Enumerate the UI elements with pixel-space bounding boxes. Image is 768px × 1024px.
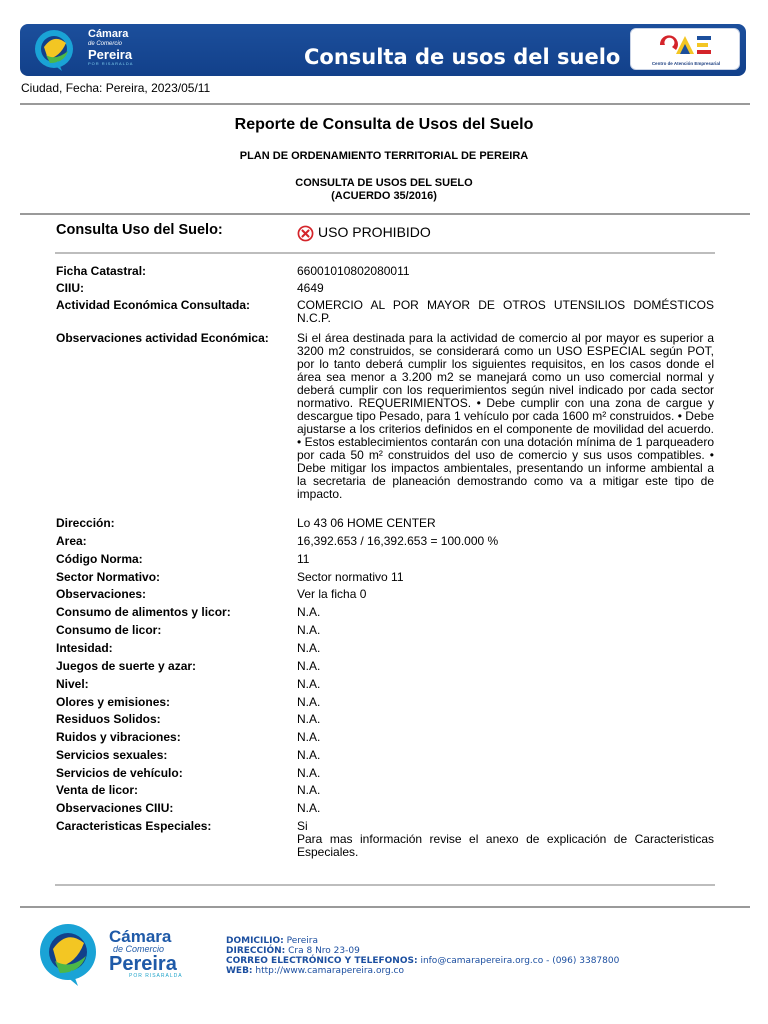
page-title: Consulta de usos del suelo xyxy=(304,45,621,69)
prohibited-icon xyxy=(297,225,314,242)
caracteristicas-value xyxy=(297,820,714,859)
sexuales-label: Servicios sexuales: xyxy=(56,748,168,762)
area-value: 16,392.653 / 16,392.653 = 100.000 % xyxy=(297,534,499,548)
footer-direccion xyxy=(226,946,619,956)
juegos-label: Juegos de suerte y azar: xyxy=(56,659,197,673)
nivel-label: Nivel: xyxy=(56,677,89,691)
report-plan: PLAN DE ORDENAMIENTO TERRITORIAL DE PEREIRA xyxy=(239,150,529,162)
divider-middle xyxy=(20,213,750,215)
camara-footer-logo-icon xyxy=(34,920,106,986)
brand-risaralda: POR RISARALDA xyxy=(88,61,134,66)
ruidos-value: N.A. xyxy=(297,730,321,744)
report-consulta xyxy=(0,177,768,203)
residuos-label: Residuos Solidos: xyxy=(56,712,161,726)
intesidad-value: N.A. xyxy=(297,641,321,655)
intesidad-label: Intesidad: xyxy=(56,641,113,655)
footer-brand-de-comercio: de Comercio xyxy=(113,944,165,954)
codigo-norma-value: 11 xyxy=(297,552,310,566)
licor-label: Consumo de licor: xyxy=(56,623,162,637)
divider-bottom xyxy=(55,884,715,886)
area-label: Area: xyxy=(56,534,87,548)
footer-brand-camara: Cámara xyxy=(109,927,172,946)
domicilio-label: DOMICILIO: xyxy=(226,936,284,946)
sector-value: Sector normativo 11 xyxy=(297,570,404,584)
domicilio-value: Pereira xyxy=(286,936,318,946)
consulta-line2: (ACUERDO 35/2016) xyxy=(331,190,437,202)
olores-value: N.A. xyxy=(297,695,321,709)
web-label: WEB: xyxy=(226,966,253,976)
ficha-label: Ficha Catastral: xyxy=(56,264,147,278)
footer-domicilio xyxy=(226,936,619,946)
footer-brand-risaralda: POR RISARALDA xyxy=(129,973,183,979)
nivel-value: N.A. xyxy=(297,677,321,691)
cae-logo-icon xyxy=(658,34,714,56)
licor-value: N.A. xyxy=(297,623,321,637)
footer-direccion-label: DIRECCIÓN: xyxy=(226,946,286,956)
direccion-value: Lo 43 06 HOME CENTER xyxy=(297,516,436,530)
brand-pereira: Pereira xyxy=(88,47,133,62)
footer-direccion-value: Cra 8 Nro 23-09 xyxy=(288,946,360,956)
header-banner xyxy=(20,24,746,76)
footer-brand-pereira: Pereira xyxy=(109,953,177,975)
actividad-value: COMERCIO AL POR MAYOR DE OTROS UTENSILIOS DOMÉSTICOS N.C.P. xyxy=(297,298,714,325)
footer-brand xyxy=(109,928,183,979)
codigo-norma-label: Código Norma: xyxy=(56,552,143,566)
direccion-label: Dirección: xyxy=(56,516,115,530)
ciiu-value: 4649 xyxy=(297,281,324,295)
result-value: USO PROHIBIDO xyxy=(318,224,431,240)
vehiculo-label: Servicios de vehículo: xyxy=(56,766,183,780)
web-link[interactable]: http://www.camarapereira.org.co xyxy=(255,966,405,976)
venta-licor-label: Venta de licor: xyxy=(56,783,139,797)
footer-web xyxy=(226,966,619,976)
divider-result xyxy=(55,252,715,254)
city-date: Ciudad, Fecha: Pereira, 2023/05/11 xyxy=(21,81,211,95)
caracteristicas-note: Para mas información revise el anexo de explicación de Caracteristicas Especiales. xyxy=(297,832,714,859)
consulta-line1: CONSULTA DE USOS DEL SUELO xyxy=(295,177,473,189)
divider-top xyxy=(20,103,750,105)
ciiu-label: CIIU: xyxy=(56,281,84,295)
footer-contact xyxy=(226,936,619,976)
camara-logo-icon xyxy=(32,27,82,71)
footer-correo xyxy=(226,956,619,966)
ficha-value: 66001010802080011 xyxy=(297,264,410,278)
ruidos-label: Ruidos y vibraciones: xyxy=(56,730,181,744)
observaciones-ciiu-label: Observaciones CIIU: xyxy=(56,801,174,815)
juegos-value: N.A. xyxy=(297,659,321,673)
footer-divider xyxy=(20,906,750,908)
cae-caption: Centro de Atención Empresarial xyxy=(651,61,721,66)
brand-de-comercio: de Comercio xyxy=(88,41,123,47)
cae-badge xyxy=(630,28,740,70)
caracteristicas-si: Si xyxy=(297,819,308,833)
result-label: Consulta Uso del Suelo: xyxy=(56,222,223,238)
correo-value[interactable]: info@camarapereira.org.co - (096) 3387800 xyxy=(420,956,620,966)
report-title: Reporte de Consulta de Usos del Suelo xyxy=(234,116,534,133)
banner-brand xyxy=(88,29,133,66)
observaciones-actividad-value: Si el área destinada para la actividad de comercio al por mayor es superior a 3200 m2 construidos, se considerará como un USO ESPECIAL según POT, por lo tanto deberá cumplir los siguientes requisitos, en los casos donde el área sea menor a 3.200 m2 se manejará como un uso comercial normal y deberá cumplir con los requerimientos según nivel indicado por cada sector normativo. REQUERIMIENTOS. • Debe cumplir con una zona de cargue y descargue tipo Pesado, para 1 vehículo por cada 1600 m² construidos. • Debe ajustarse a los criterios definidos en el componente de movilidad del acuerdo. • Estos establecimientos contarán con una dotación mínima de 1 parqueadero por cada 50 m² construidos del uso de comercio y sus usos compatibles. • Debe mitigar los impactos ambientales, presentando un informe ambiental a la secretaria de planeación demostrando como va a mitigar este tipo de impacto. xyxy=(297,331,714,501)
olores-label: Olores y emisiones: xyxy=(56,695,171,709)
residuos-value: N.A. xyxy=(297,712,321,726)
caracteristicas-label: Caracteristicas Especiales: xyxy=(56,819,212,833)
sexuales-value: N.A. xyxy=(297,748,321,762)
observaciones-value: Ver la ficha 0 xyxy=(297,587,367,601)
observaciones-ciiu-value: N.A. xyxy=(297,801,321,815)
actividad-label: Actividad Económica Consultada: xyxy=(56,298,251,312)
observaciones-label: Observaciones: xyxy=(56,587,147,601)
brand-camara: Cámara xyxy=(88,28,129,40)
correo-label: CORREO ELECTRÓNICO Y TELEFONOS: xyxy=(226,956,418,966)
vehiculo-value: N.A. xyxy=(297,766,321,780)
observaciones-actividad-label: Observaciones actividad Económica: xyxy=(56,331,269,345)
alimentos-label: Consumo de alimentos y licor: xyxy=(56,605,231,619)
alimentos-value: N.A. xyxy=(297,605,321,619)
venta-licor-value: N.A. xyxy=(297,783,321,797)
sector-label: Sector Normativo: xyxy=(56,570,161,584)
